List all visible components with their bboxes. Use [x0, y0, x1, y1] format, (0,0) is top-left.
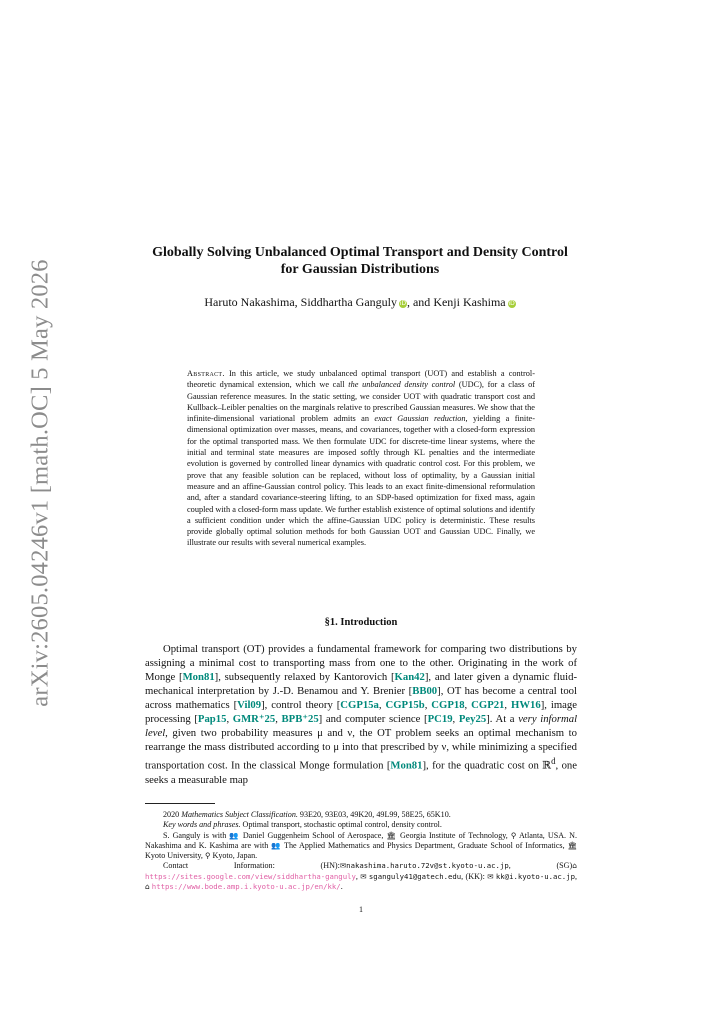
citation-link[interactable]: BB00	[412, 685, 438, 698]
email-link[interactable]: sganguly41@gatech.edu	[368, 871, 462, 881]
people-icon: 👥	[271, 840, 282, 850]
mail-icon: ✉	[360, 871, 367, 881]
footnote-text: ,	[574, 871, 577, 881]
contact-footnote	[145, 861, 577, 892]
citation-link[interactable]: CGP21	[471, 699, 505, 712]
footnote-text: Kyoto University,	[145, 851, 205, 861]
footnote-text: Atlanta, USA. N. Nakashima and K. Kashima are with	[145, 830, 577, 850]
abstract-text: (UDC), for a class of Gaussian reference measures. In the static setting, we consider UOT with quadratic transport cost and Kullback–Leibler penalties on the marginals relative to prescribed Gaussian measures. We show that the infinite-dimensional variational problem admits an	[187, 380, 535, 424]
home-icon: ⌂	[572, 861, 577, 871]
body-text: ] and computer science [	[318, 713, 428, 726]
citation-link[interactable]: CGP15a	[340, 699, 379, 712]
footnote-label: Key words and phrases.	[163, 820, 241, 830]
body-text: ], for the quadratic cost on ℝ	[422, 759, 552, 772]
citation-link[interactable]: PC19	[427, 713, 453, 726]
body-text: ]. At a	[486, 713, 519, 726]
homepage-link[interactable]: https://sites.google.com/view/siddhartha-ganguly	[145, 871, 356, 881]
citation-link[interactable]: Vil09	[237, 699, 262, 712]
superscript: d	[551, 756, 556, 767]
body-text: ,	[424, 699, 432, 712]
footnote-text: Optimal transport, stochastic optimal control, density control.	[240, 820, 442, 830]
footnote-text: Georgia Institute of Technology,	[396, 830, 511, 840]
footnote-text: Contact Information: (HN):	[163, 861, 340, 871]
orcid-icon[interactable]: iD	[399, 300, 407, 307]
author-name: Haruto Nakashima,	[204, 295, 301, 309]
arxiv-identifier	[24, 258, 58, 707]
mail-icon: ✉	[487, 871, 494, 881]
body-emphasis: very informal level	[145, 713, 578, 740]
footnote-text: The Applied Mathematics and Physics Department, Graduate School of Informatics,	[281, 840, 568, 850]
body-text: ,	[452, 713, 459, 726]
citation-link[interactable]: Mon81	[182, 671, 215, 684]
footnote-text: Kyoto, Japan.	[210, 851, 258, 861]
building-icon: 🏛	[386, 830, 397, 840]
body-text: Optimal transport (OT) provides a fundamental framework for comparing two distributions by assigning a minimal cost to transporting mass from one to the other. Originating in the work of Monge [	[145, 643, 577, 684]
title-line-2: for Gaussian Distributions	[280, 262, 440, 277]
footnote-text: ,	[355, 871, 361, 881]
homepage-link[interactable]: https://www.bode.amp.i.kyoto-u.ac.jp/en/kk/	[151, 882, 341, 892]
citation-link[interactable]: CGP15b	[385, 699, 425, 712]
citation-link[interactable]: GMR⁺25	[232, 713, 276, 726]
body-text: ], image processing [	[145, 699, 577, 726]
abstract-emphasis: the unbalanced density control	[348, 380, 456, 390]
body-text: ,	[378, 699, 386, 712]
body-text: ,	[464, 699, 472, 712]
author-name: Kenji Kashima	[433, 295, 506, 309]
mail-icon: ✉	[339, 861, 347, 871]
footnote-text: S. Ganguly is with	[163, 830, 230, 840]
body-text: ], and later given a dynamic fluid-mechanical interpretation by J.-D. Benamou and Y. Brenier [	[145, 671, 578, 698]
author-separator: , and	[406, 295, 434, 309]
body-text: ], control theory [	[261, 699, 341, 712]
abstract-label: Abstract.	[187, 369, 225, 378]
citation-link[interactable]: HW16	[511, 699, 541, 712]
body-text: ,	[226, 713, 233, 726]
people-icon: 👥	[229, 830, 240, 840]
abstract-text: , yielding a finite-dimensional optimization over masses, means, and covariances, together with a closed-form expression for the optimal transported mass. We then formulate UDC for discrete-time linear systems, where the initial and terminal state measures are imposed softly through KL penalties and the intermediate evolution is governed by controlled linear dynamics with quadratic control cost. For this problem, we prove that any feasible solution can be replaced, without loss of optimality, by a Gaussian initial measure and an affine-Gaussian control policy. This leads to an exact finite-dimensional reformulation and, after a standard covariance-steering lifting, to an SDP-based optimization for fixed mass, again coupled with a closed-form mass update. We further establish existence of optimal solutions and identify a sufficient condition under which the affine-Gaussian UDC policy is deterministic. These results provide globally optimal solution methods for both Gaussian UOT and Gaussian UDC. Finally, we illustrate our results with several numerical examples.	[187, 414, 535, 548]
author-list	[130, 295, 590, 309]
citation-link[interactable]: Mon81	[390, 759, 423, 772]
footnote-text: 93E20, 93E03, 49K20, 49L99, 58E25, 65K10.	[297, 810, 451, 819]
section-heading: §1. Introduction	[324, 617, 398, 628]
msc-footnote	[145, 810, 577, 820]
home-icon: ⌂	[145, 882, 150, 892]
location-pin-icon: ⚲	[204, 851, 211, 861]
keywords-footnote	[145, 820, 577, 830]
footnote-text: 2020	[163, 810, 182, 819]
email-link[interactable]: kk@i.kyoto-u.ac.jp	[495, 871, 575, 881]
author-name: Siddhartha Ganguly	[300, 295, 397, 309]
location-pin-icon: ⚲	[510, 830, 517, 840]
paper-title	[130, 244, 590, 278]
footnote-text: .	[340, 882, 343, 892]
footnote-rule	[145, 803, 215, 804]
page-number: 1	[359, 905, 363, 914]
citation-link[interactable]: CGP18	[431, 699, 465, 712]
body-text: ], subsequently relaxed by Kantorovich [	[214, 671, 395, 684]
footnote-label: Mathematics Subject Classification.	[181, 810, 298, 819]
body-text: ], OT has become a central tool across mathematics [	[145, 685, 577, 712]
affiliation-footnote	[145, 831, 577, 862]
citation-link[interactable]: BPB⁺25	[281, 713, 319, 726]
arxiv-identifier-text: arXiv:2605.04246v1 [math.OC] 5 May 2026	[27, 258, 55, 707]
body-text: ,	[275, 713, 282, 726]
footnote-text: Daniel Guggenheim School of Aerospace,	[239, 830, 387, 840]
abstract	[187, 368, 535, 549]
email-link[interactable]: nakashima.haruto.72v@st.kyoto-u.ac.jp	[346, 861, 509, 871]
body-text: , one seeks a measurable map	[145, 759, 578, 786]
footnote-text: , (KK):	[461, 871, 488, 881]
body-text: ,	[504, 699, 512, 712]
citation-link[interactable]: Pap15	[197, 713, 227, 726]
citation-link[interactable]: Kan42	[394, 671, 425, 684]
intro-paragraph	[145, 642, 577, 787]
citation-link[interactable]: Pey25	[458, 713, 487, 726]
footnote-text: , (SG)	[508, 861, 573, 871]
footnotes	[145, 810, 577, 892]
abstract-text: In this article, we study unbalanced optimal transport (UOT) and establish a control-theoretic dynamical extension, which we call	[187, 369, 535, 390]
title-line-1: Globally Solving Unbalanced Optimal Transport and Density Control	[152, 245, 568, 260]
orcid-icon[interactable]: iD	[508, 300, 515, 307]
abstract-emphasis: exact Gaussian reduction	[374, 414, 466, 424]
building-icon: 🏛	[567, 840, 577, 850]
body-text: , given two probability measures μ and ν, the OT problem seeks an optimal mechanism to rearrange the mass distributed according to μ into that prescribed by ν, while minimizing a specified transportation cost. In the classical Monge formulation [	[145, 727, 577, 772]
